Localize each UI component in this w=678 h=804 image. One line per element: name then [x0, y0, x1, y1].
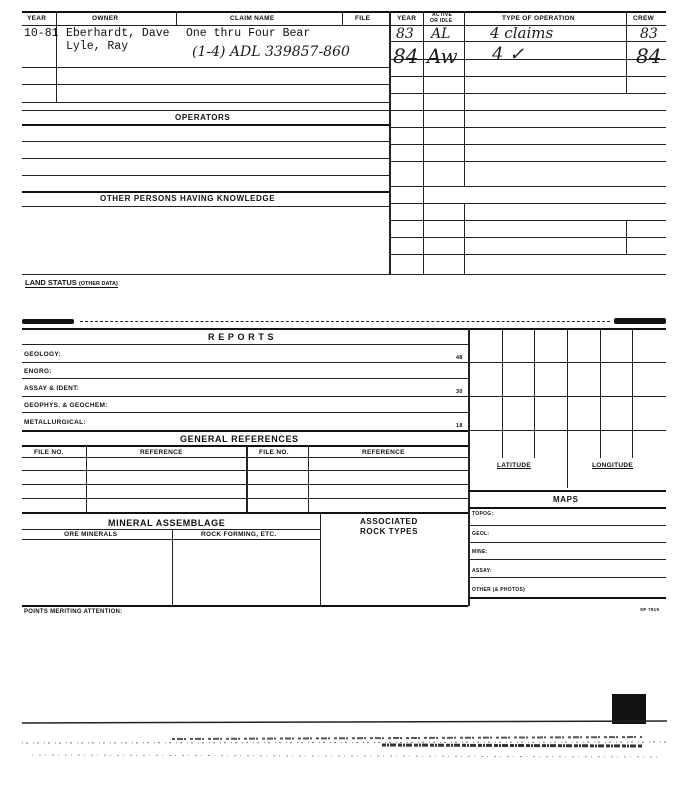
- report-geophys: GEOPHYS. & GEOCHEM:: [24, 402, 108, 409]
- status-crew-1: 83: [640, 26, 658, 42]
- ore-minerals-header: ORE MINERALS: [64, 531, 118, 538]
- entry-owner-1: Eberhardt, Dave: [66, 27, 170, 40]
- land-status-title: LAND STATUS: [25, 278, 77, 287]
- entry-claim-name: One thru Four Bear: [186, 27, 311, 40]
- land-status-subtitle: (OTHER DATA): [78, 281, 118, 287]
- header-type-of-operation: TYPE OF OPERATION: [502, 15, 575, 22]
- maps-heading: MAPS: [553, 495, 579, 504]
- ref-reference-2: REFERENCE: [362, 449, 405, 456]
- header-year-2: YEAR: [397, 15, 417, 22]
- longitude-label: LONGITUDE: [592, 462, 633, 469]
- report-geology: GEOLOGY:: [24, 351, 61, 358]
- entry-claim-numbers: (1-4) ADL 339857-860: [192, 44, 350, 60]
- status-type-1: 4 claims: [490, 24, 554, 42]
- land-status-label: [25, 278, 118, 288]
- mineral-assemblage-heading: MINERAL ASSEMBLAGE: [108, 518, 226, 528]
- latitude-label: LATITUDE: [497, 462, 532, 469]
- dark-bar-left: [22, 319, 74, 324]
- header-claim-name: CLAIM NAME: [230, 15, 275, 22]
- status-type-2: 4 ✓: [492, 44, 525, 65]
- general-references-heading: GENERAL REFERENCES: [180, 434, 299, 444]
- maps-topog: TOPOG:: [472, 511, 494, 517]
- dark-bar-right: [614, 318, 666, 324]
- associated-rock-types-2: ROCK TYPES: [360, 527, 419, 536]
- report-metallurgical: METALLURGICAL:: [24, 419, 86, 426]
- rock-forming-header: ROCK FORMING, ETC.: [201, 531, 277, 538]
- operators-heading: OPERATORS: [175, 113, 231, 122]
- report-geology-num: 48: [456, 355, 463, 361]
- ref-file-no-2: FILE NO.: [259, 449, 289, 456]
- associated-rock-types-1: ASSOCIATED: [360, 517, 418, 526]
- status-year-2: 84: [393, 44, 419, 68]
- header-file: FILE: [355, 15, 371, 22]
- form-number: SP 7915: [640, 607, 660, 612]
- header-year: YEAR: [27, 15, 47, 22]
- header-crew: CREW: [633, 15, 655, 22]
- report-assay-num: 30: [456, 389, 463, 395]
- scan-noise-band: [22, 715, 667, 775]
- header-active: ACTIVE: [432, 12, 453, 18]
- entry-year: 10-81: [24, 27, 59, 40]
- status-active-2: Aw: [427, 44, 458, 68]
- report-metallurgical-num: 18: [456, 423, 463, 429]
- reports-heading: R E P O R T S: [208, 332, 275, 342]
- status-active-1: AL: [431, 26, 451, 42]
- status-crew-2: 84: [636, 44, 662, 68]
- other-persons-heading: OTHER PERSONS HAVING KNOWLEDGE: [100, 194, 276, 203]
- report-engrg: ENGRG:: [24, 368, 52, 375]
- maps-other-photos: OTHER (& PHOTOS): [472, 587, 526, 593]
- maps-mine: MINE:: [472, 549, 488, 555]
- header-or-idle: OR IDLE: [430, 18, 453, 24]
- maps-geol: GEOL:: [472, 531, 490, 537]
- entry-owner-2: Lyle, Ray: [66, 40, 129, 53]
- report-assay: ASSAY & IDENT:: [24, 385, 80, 392]
- ref-file-no-1: FILE NO.: [34, 449, 64, 456]
- status-year-1: 83: [396, 26, 414, 42]
- ref-reference-1: REFERENCE: [140, 449, 183, 456]
- points-meriting-attention: POINTS MERITING ATTENTION:: [24, 609, 123, 615]
- maps-assay: ASSAY:: [472, 568, 492, 574]
- header-owner: OWNER: [92, 15, 119, 22]
